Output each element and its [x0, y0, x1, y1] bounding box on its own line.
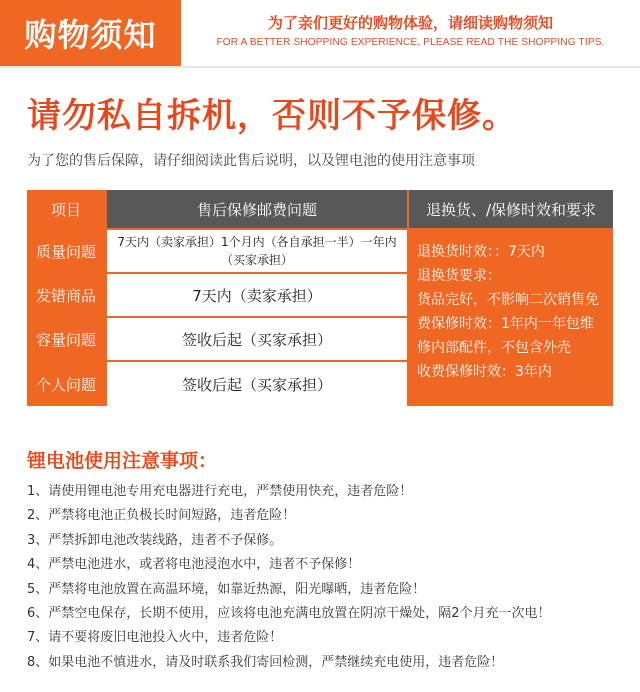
list-item: 2、严禁将电池正负极长时间短路，违者危险！: [27, 508, 296, 524]
header-note: [181, 0, 640, 66]
table-row-shipping: 签收后起（买家承担）: [107, 362, 407, 406]
list-item: 3、严禁拆卸电池改装线路，违者不予保修。: [27, 532, 283, 548]
divider: [0, 66, 640, 68]
policy-line: 退换货时效：：7天内: [417, 244, 545, 260]
table-row-shipping: 7天内（卖家承担）: [107, 274, 407, 316]
header-cn-note: 为了亲们更好的购物体验，请细读购物须知: [267, 14, 553, 32]
policy-line: 收费保修时效：3年内: [417, 364, 552, 380]
table-row-shipping: 7天内（卖家承担）1个月内（各自承担一半）一年内（买家承担）: [107, 230, 407, 272]
list-item: 6、严禁空电保存，长期不使用，应该将电池充满电放置在阴凉干燥处，隔2个月充一次电！: [27, 605, 551, 621]
table-row-label: 个人问题: [27, 362, 105, 406]
table-row-label: 质量问题: [27, 230, 105, 272]
policy-line: 退换货要求：: [417, 268, 501, 284]
table-header-shipping: 售后保修邮费问题: [107, 190, 407, 228]
policy-line: 费保修时效：1年内一年包维: [417, 316, 594, 332]
list-item: 5、严禁将电池放置在高温环境，如靠近热源，阳光曝晒，违者危险！: [27, 581, 426, 597]
after-sales-table: [27, 190, 613, 406]
table-header-item: 项目: [27, 190, 105, 228]
battery-notice-title: 锂电池使用注意事项：: [27, 450, 218, 472]
header-banner: [0, 0, 640, 66]
battery-notice-list: [27, 480, 551, 675]
header-en-note: FOR A BETTER SHOPPING EXPERIENCE, PLEASE READ THE SHOPPING TIPS.: [216, 37, 605, 48]
warning-heading: 请勿私自拆机，否则不予保修。: [27, 96, 517, 136]
table-row-shipping: 签收后起（买家承担）: [107, 318, 407, 360]
list-item: 1、请使用锂电池专用充电器进行充电，严禁使用快充，违者危险！: [27, 484, 413, 499]
table-header-policy: 退换货、/保修时效和要求: [409, 190, 613, 228]
list-item: 7、请不要将废旧电池投入火中，违者危险！: [27, 630, 283, 646]
policy-cell: [409, 230, 613, 406]
subtitle: 为了您的售后保障，请仔细阅读此售后说明，以及锂电池的使用注意事项: [27, 153, 475, 169]
table-row-label: 容量问题: [27, 318, 105, 360]
table-row-label: 发错商品: [27, 274, 105, 316]
policy-line: 修内部配件，不包含外壳: [417, 340, 571, 356]
policy-line: 货品完好，不影响二次销售免: [417, 292, 599, 308]
page-title: 购物须知: [0, 0, 181, 66]
list-item: 4、严禁电池进水，或者将电池浸泡水中，违者不予保修！: [27, 557, 361, 573]
list-item: 8、如果电池不慎进水，请及时联系我们寄回检测，严禁继续充电使用，违者危险！: [27, 654, 504, 670]
